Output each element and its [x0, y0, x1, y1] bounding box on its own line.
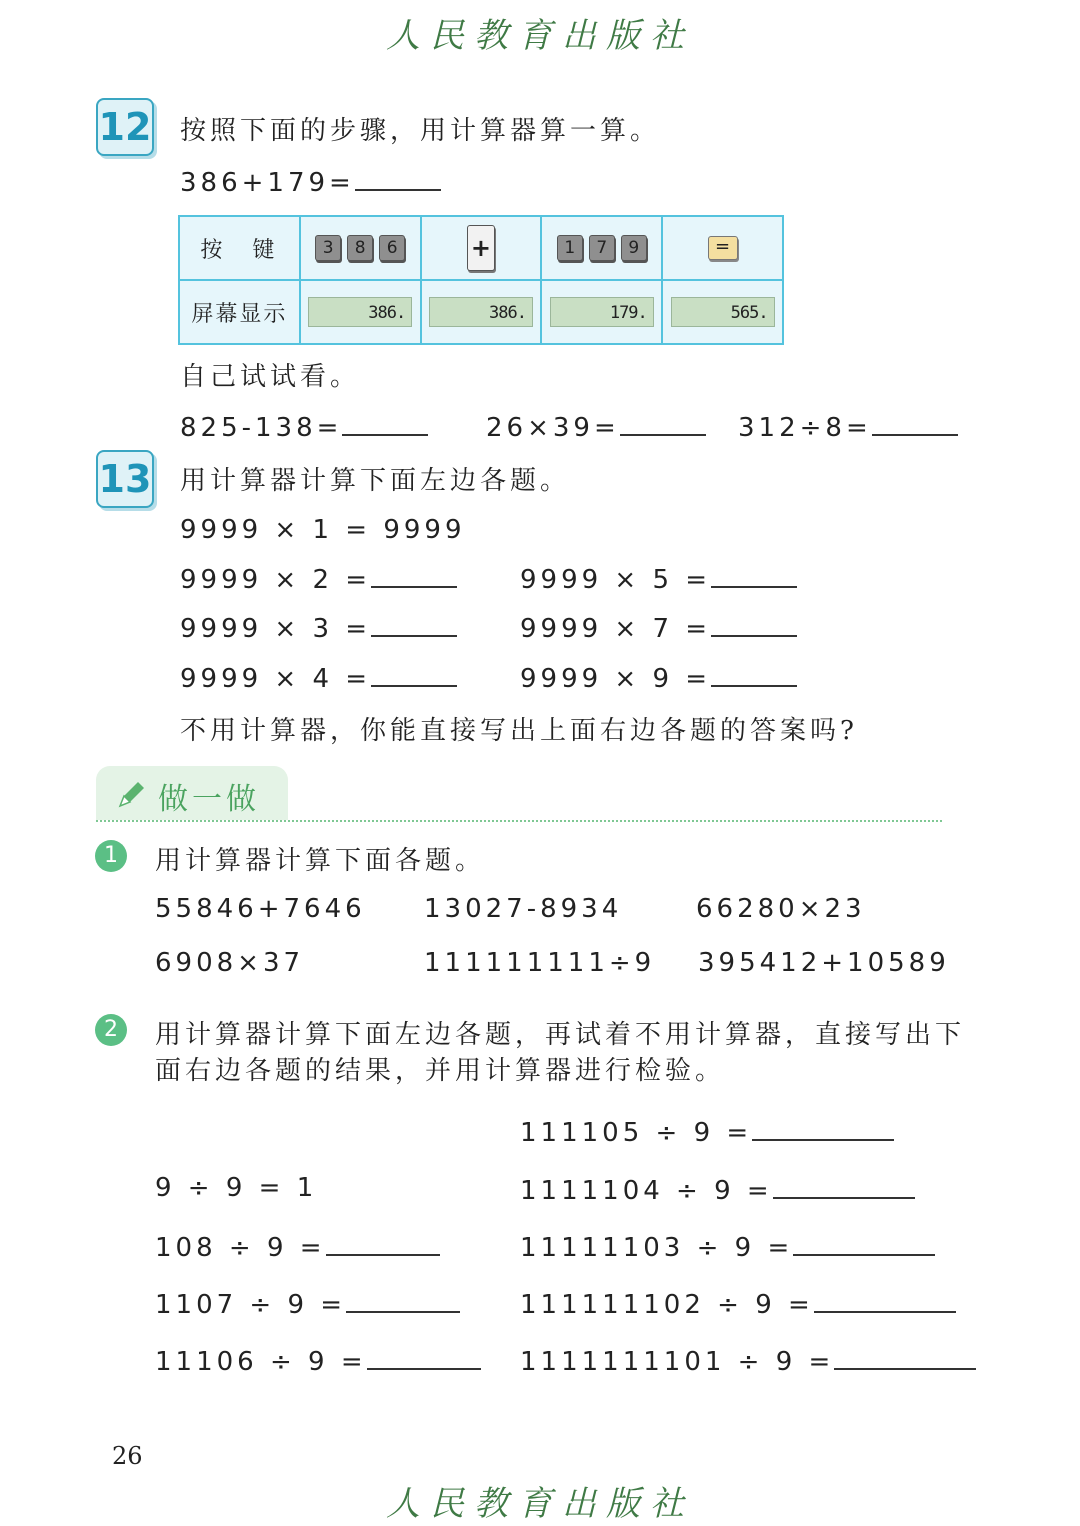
exercise-12-problem	[180, 165, 441, 198]
keys-179	[541, 216, 662, 280]
q2-right-5: 1111111101 ÷ 9 =	[520, 1344, 976, 1377]
answer-blank[interactable]	[326, 1230, 440, 1256]
q2-right-4: 111111102 ÷ 9 =	[520, 1287, 956, 1320]
pencil-icon	[116, 778, 148, 810]
question-2-text-line2: 面右边各题的结果，并用计算器进行检验。	[155, 1056, 726, 1086]
key-6: 6	[379, 235, 405, 261]
ex13-right-2: 9999 × 7 =	[520, 611, 797, 644]
exercise-12-badge: 12	[96, 98, 154, 156]
screen-cell-1	[300, 280, 421, 344]
answer-blank[interactable]	[355, 165, 441, 191]
keys-386	[300, 216, 421, 280]
ex13-left-1: 9999 × 2 =	[180, 562, 457, 595]
answer-blank[interactable]	[371, 562, 457, 588]
answer-blank[interactable]	[793, 1230, 935, 1256]
q1-item: 55846+7646	[155, 894, 366, 924]
section-divider	[96, 820, 942, 822]
answer-blank[interactable]	[711, 661, 797, 687]
key-equals: =	[708, 236, 738, 260]
q2-left-2: 108 ÷ 9 =	[155, 1230, 440, 1263]
q2-right-2: 1111104 ÷ 9 =	[520, 1173, 915, 1206]
key-equals-cell	[662, 216, 783, 280]
answer-blank[interactable]	[371, 661, 457, 687]
answer-blank[interactable]	[367, 1344, 481, 1370]
exercise-12-instruction: 按照下面的步骤，用计算器算一算。	[180, 116, 661, 146]
screen-display: 386.	[429, 297, 533, 327]
screen-display: 179.	[550, 297, 654, 327]
key-9: 9	[621, 235, 647, 261]
try-item-2: 26×39=	[486, 410, 706, 443]
answer-blank[interactable]	[342, 410, 428, 436]
publisher-footer: 人民教育出版社	[386, 1484, 694, 1524]
problem-text: 386+179=	[180, 168, 355, 198]
key-7: 7	[589, 235, 615, 261]
ex13-left-3: 9999 × 4 =	[180, 661, 457, 694]
question-1-text: 用计算器计算下面各题。	[155, 846, 486, 876]
screen-cell-2	[421, 280, 542, 344]
ex13-left-2: 9999 × 3 =	[180, 611, 457, 644]
key-plus-cell	[421, 216, 542, 280]
calculator-steps-table	[178, 215, 784, 345]
question-1-marker: 1	[95, 840, 127, 872]
page-number: 26	[112, 1442, 143, 1470]
row-label-keys: 按 键	[179, 216, 300, 280]
q1-item: 6908×37	[155, 948, 305, 978]
try-item-3: 312÷8=	[738, 410, 958, 443]
exercise-13-badge: 13	[96, 450, 154, 508]
ex13-right-3: 9999 × 9 =	[520, 661, 797, 694]
answer-blank[interactable]	[371, 611, 457, 637]
q1-item: 395412+10589	[698, 948, 950, 978]
q1-item: 13027-8934	[424, 894, 623, 924]
try-yourself-label: 自己试试看。	[180, 362, 361, 392]
answer-blank[interactable]	[773, 1173, 915, 1199]
screen-display: 565.	[671, 297, 775, 327]
publisher-header: 人民教育出版社	[386, 16, 694, 56]
answer-blank[interactable]	[752, 1115, 894, 1141]
answer-blank[interactable]	[834, 1344, 976, 1370]
answer-blank[interactable]	[814, 1287, 956, 1313]
screen-cell-3	[541, 280, 662, 344]
answer-blank[interactable]	[620, 410, 706, 436]
q1-item: 111111111÷9	[424, 948, 656, 978]
exercise-13-first: 9999 × 1 = 9999	[180, 515, 466, 545]
screen-display: 386.	[308, 297, 412, 327]
key-8: 8	[347, 235, 373, 261]
question-2-text-line1: 用计算器计算下面左边各题，再试着不用计算器，直接写出下	[155, 1020, 966, 1050]
key-1: 1	[557, 235, 583, 261]
screen-cell-4	[662, 280, 783, 344]
row-label-screen: 屏幕显示	[179, 280, 300, 344]
ex13-right-1: 9999 × 5 =	[520, 562, 797, 595]
key-3: 3	[315, 235, 341, 261]
question-2-marker: 2	[95, 1014, 127, 1046]
key-plus: +	[467, 225, 495, 271]
q2-right-1: 111105 ÷ 9 =	[520, 1115, 894, 1148]
try-item-1: 825-138=	[180, 410, 428, 443]
answer-blank[interactable]	[711, 611, 797, 637]
answer-blank[interactable]	[872, 410, 958, 436]
q2-left-1: 9 ÷ 9 = 1	[155, 1173, 318, 1203]
q2-left-4: 11106 ÷ 9 =	[155, 1344, 481, 1377]
practice-title: 做一做	[158, 782, 260, 817]
q1-item: 66280×23	[696, 894, 866, 924]
exercise-13-instruction: 用计算器计算下面左边各题。	[180, 466, 571, 496]
answer-blank[interactable]	[346, 1287, 460, 1313]
answer-blank[interactable]	[711, 562, 797, 588]
q2-left-3: 1107 ÷ 9 =	[155, 1287, 460, 1320]
q2-right-3: 11111103 ÷ 9 =	[520, 1230, 935, 1263]
exercise-13-question: 不用计算器，你能直接写出上面右边各题的答案吗?	[180, 716, 858, 746]
practice-section-tab	[96, 766, 288, 820]
